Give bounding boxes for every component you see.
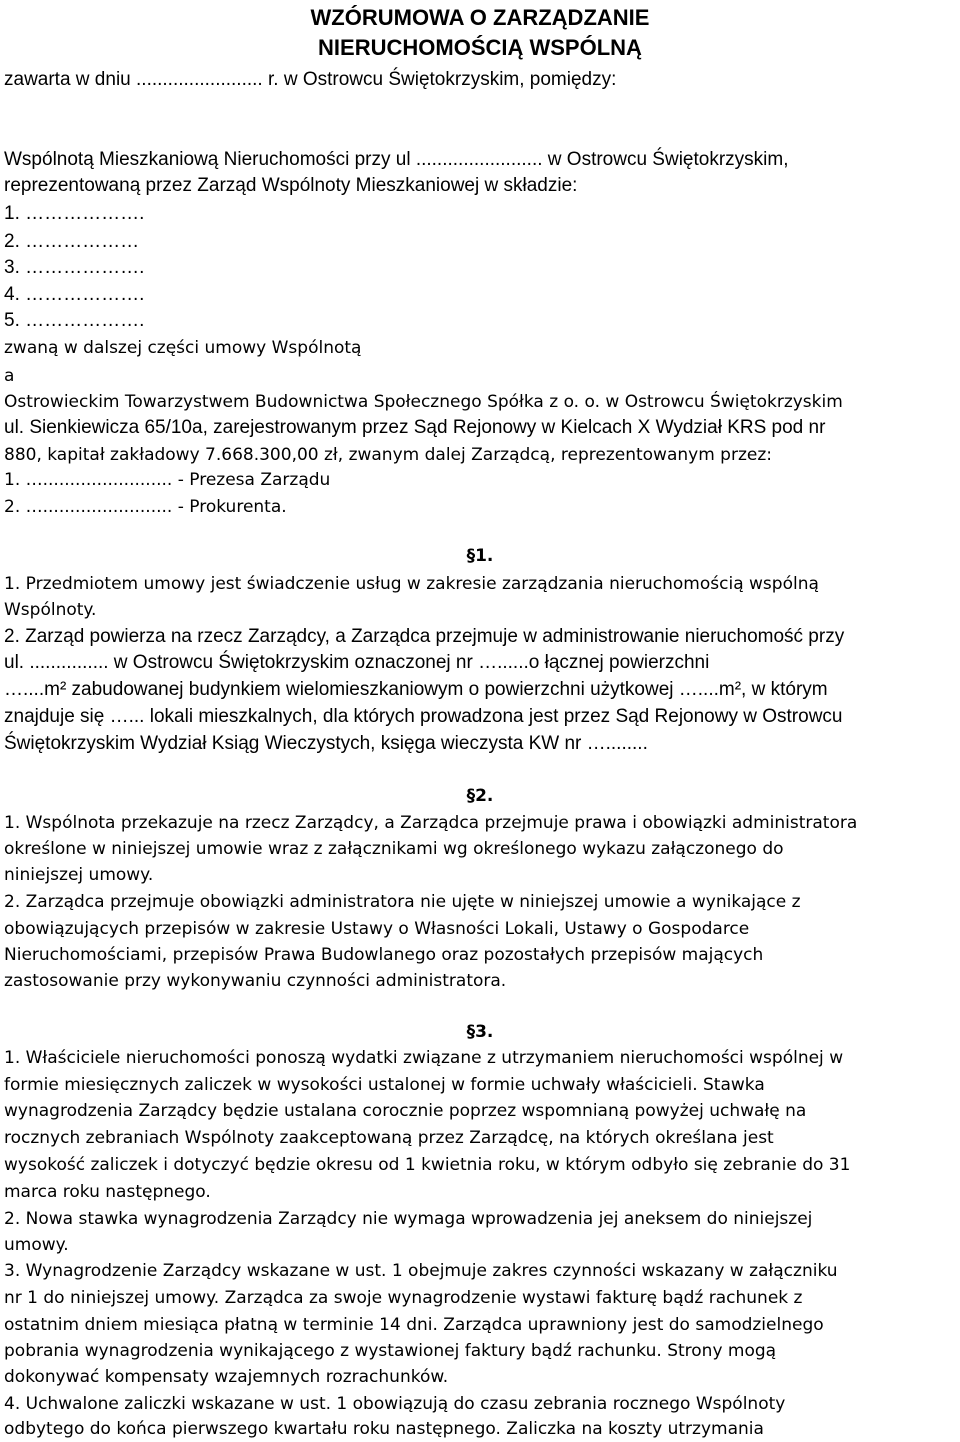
manager-representative: 1. …........................ - Prezesa Zarządu bbox=[4, 470, 331, 490]
contract-intro: zawarta w dniu ........................ r. w Ostrowcu Świętokrzyskim, pomiędzy: bbox=[4, 69, 617, 90]
clause-line: formie miesięcznych zaliczek w wysokości ustalonej w formie uchwały właścicieli. Stawka bbox=[4, 1075, 765, 1095]
clause-line: wynagrodzenia Zarządcy będzie ustalana corocznie poprzez wspomnianą powyżej uchwałę na bbox=[4, 1101, 807, 1121]
board-member-entry: 4. ………………. bbox=[4, 284, 145, 305]
manager-representative: 2. …........................ - Prokurenta. bbox=[4, 497, 287, 517]
section-heading: §1. bbox=[466, 546, 494, 566]
clause-line: niniejszej umowy. bbox=[4, 865, 154, 885]
board-member-entry: 3. ………………. bbox=[4, 257, 145, 278]
clause-line: nr 1 do niniejszej umowy. Zarządca za swoje wynagrodzenie wystawi fakturę bądź rachunek z bbox=[4, 1288, 803, 1308]
clause-line: rocznych zebraniach Wspólnoty zaakceptowaną przez Zarządcę, na których określana jest bbox=[4, 1128, 774, 1148]
manager-line: 880, kapitał zakładowy 7.668.300,00 zł, zwanym dalej Zarządcą, reprezentowanym przez: bbox=[4, 445, 772, 465]
clause-line: Świętokrzyskim Wydział Ksiąg Wieczystych, księga wieczysta KW nr …........ bbox=[4, 733, 648, 754]
community-alias: zwaną w dalszej części umowy Wspólnotą bbox=[4, 338, 362, 358]
clause-line: znajduje się …... lokali mieszkalnych, dla których prowadzona jest przez Sąd Rejonowy w Ostrowcu bbox=[4, 706, 843, 727]
community-line: reprezentowaną przez Zarząd Wspólnoty Mieszkaniowej w składzie: bbox=[4, 175, 578, 196]
clause-line: 1. Właściciele nieruchomości ponoszą wydatki związane z utrzymaniem nieruchomości wspólnej w bbox=[4, 1048, 844, 1068]
clause-line: określone w niniejszej umowie wraz z załącznikami wg określonego wykazu załączonego do bbox=[4, 839, 784, 859]
clause-line: umowy. bbox=[4, 1235, 69, 1255]
board-member-entry: 1. ………………. bbox=[4, 203, 145, 224]
clause-line: ul. ............... w Ostrowcu Świętokrzyskim oznaczonej nr …......o łącznej powierzchni bbox=[4, 652, 710, 673]
board-member-entry: 2. ……………… bbox=[4, 231, 140, 252]
clause-line: dokonywać kompensaty wzajemnych rozrachunków. bbox=[4, 1367, 449, 1387]
clause-line: 1. Wspólnota przekazuje na rzecz Zarządcy, a Zarządca przejmuje prawa i obowiązki administratora bbox=[4, 813, 858, 833]
clause-line: obowiązujących przepisów w zakresie Ustawy o Własności Lokali, Ustawy o Gospodarce bbox=[4, 919, 750, 939]
clause-line: zastosowanie przy wykonywaniu czynności administratora. bbox=[4, 971, 507, 991]
clause-line: 2. Zarząd powierza na rzecz Zarządcy, a Zarządca przejmuje w administrowanie nieruchomość przy bbox=[4, 626, 845, 647]
document-title-line-1: WZÓRUMOWA O ZARZĄDZANIE bbox=[310, 5, 650, 30]
clause-line: marca roku następnego. bbox=[4, 1182, 211, 1202]
board-member-entry: 5. ………………. bbox=[4, 310, 145, 331]
clause-line: 2. Zarządca przejmuje obowiązki administratora nie ujęte w niniejszej umowie a wynikające z bbox=[4, 892, 801, 912]
clause-line: 2. Nowa stawka wynagrodzenia Zarządcy nie wymaga wprowadzenia jej aneksem do niniejszej bbox=[4, 1209, 813, 1229]
clause-line: ostatnim dniem miesiąca płatną w terminie 14 dni. Zarządca uprawniony jest do samodzielnego bbox=[4, 1315, 824, 1335]
community-line: Wspólnotą Mieszkaniową Nieruchomości przy ul ........................ w Ostrowcu Świętokrzyskim, bbox=[4, 149, 789, 170]
clause-line: Nieruchomościami, przepisów Prawa Budowlanego oraz pozostałych przepisów mających bbox=[4, 945, 764, 965]
clause-line: …....m² zabudowanej budynkiem wielomieszkaniowym o powierzchni użytkowej …....m², w którym bbox=[4, 679, 828, 700]
document-title-line-2: NIERUCHOMOŚCIĄ WSPÓLNĄ bbox=[318, 35, 642, 60]
clause-line: wysokość zaliczek i dotyczyć będzie okresu od 1 kwietnia roku, w którym odbyło się zebranie do 31 bbox=[4, 1155, 851, 1175]
clause-line: 4. Uchwalone zaliczki wskazane w ust. 1 obowiązują do czasu zebrania rocznego Wspólnoty bbox=[4, 1394, 786, 1414]
manager-line: ul. Sienkiewicza 65/10a, zarejestrowanym przez Sąd Rejonowy w Kielcach X Wydział KRS pod nr bbox=[4, 417, 826, 438]
clause-line: odbytego do końca pierwszego kwartału roku następnego. Zaliczka na koszty utrzymania bbox=[4, 1419, 764, 1439]
clause-line: 1. Przedmiotem umowy jest świadczenie usług w zakresie zarządzania nieruchomością wspólną bbox=[4, 574, 819, 594]
section-heading: §2. bbox=[466, 786, 494, 806]
clause-line: 3. Wynagrodzenie Zarządcy wskazane w ust. 1 obejmuje zakres czynności wskazany w załączniku bbox=[4, 1261, 838, 1281]
clause-line: pobrania wynagrodzenia wynikającego z wystawionej faktury bądź rachunku. Strony mogą bbox=[4, 1341, 777, 1361]
parties-conjunction: a bbox=[4, 366, 15, 386]
clause-line: Wspólnoty. bbox=[4, 600, 97, 620]
section-heading: §3. bbox=[466, 1022, 494, 1042]
manager-line: Ostrowieckim Towarzystwem Budownictwa Społecznego Spółka z o. o. w Ostrowcu Świętokrzyskim bbox=[4, 392, 843, 412]
